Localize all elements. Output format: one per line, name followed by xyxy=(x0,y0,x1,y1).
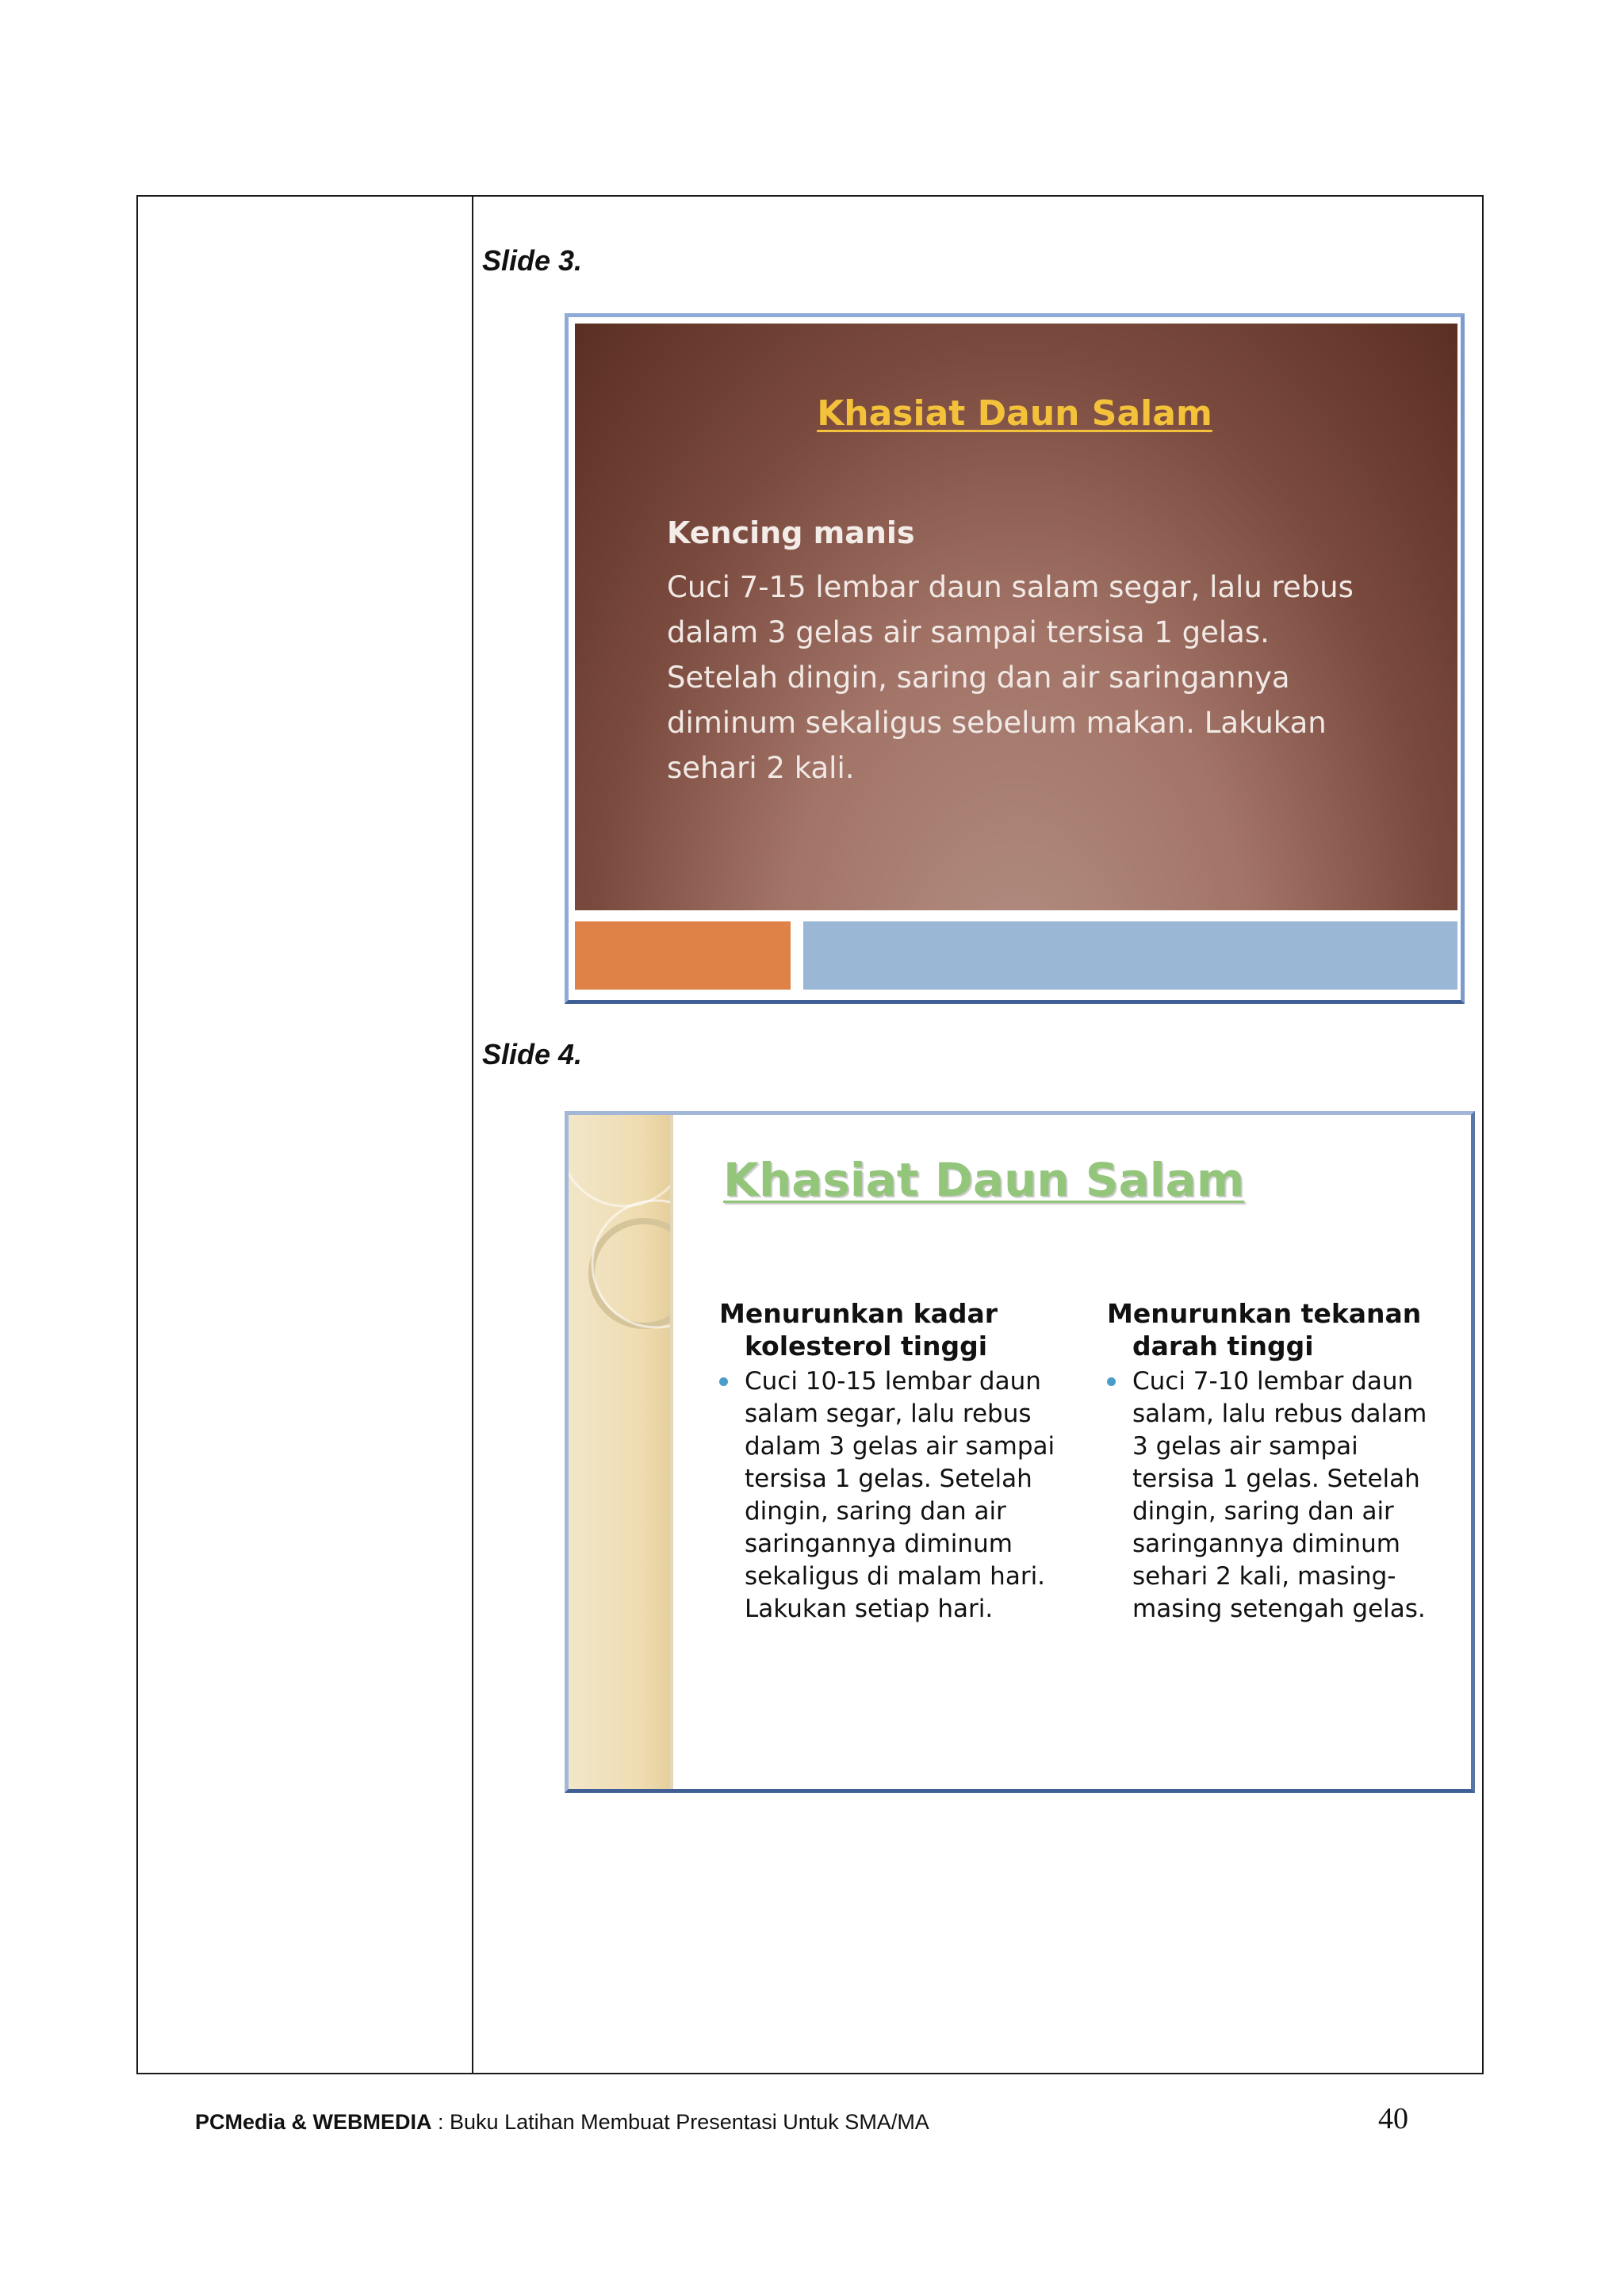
slide-3-label: Slide 3. xyxy=(482,244,583,277)
slide-4-side-panel xyxy=(569,1115,673,1789)
table-column-divider xyxy=(472,197,473,2073)
footer-brand: PCMedia & WEBMEDIA xyxy=(195,2110,432,2134)
slide-3-body: Cuci 7-15 lembar daun salam segar, lalu rebus dalam 3 gelas air sampai tersisa 1 gelas. Setelah dingin, saring dan air saringannya diminum sekaligus sebelum makan. Lakukan sehari 2 kali. xyxy=(667,570,1354,785)
page-number: 40 xyxy=(1378,2102,1408,2135)
slide-4-right-bullet xyxy=(1107,1365,1448,1626)
slide-3-heading: Kencing manis xyxy=(667,515,915,550)
slide-4-column-right xyxy=(1107,1297,1448,1626)
bullet-icon xyxy=(1107,1377,1116,1386)
slide-4-right-body: Cuci 7-10 lembar daun salam, lalu rebus dalam 3 gelas air sampai tersisa 1 gelas. Setelah dingin, saring dan air saringannya diminum sehari 2 kali, masing-masing setengah gelas. xyxy=(1132,1367,1427,1623)
footer-title: : Buku Latihan Membuat Presentasi Untuk SMA/MA xyxy=(431,2110,929,2134)
slide-4-right-heading: Menurunkan tekanan darah tinggi xyxy=(1107,1298,1422,1361)
footer-text xyxy=(195,2110,929,2135)
bullet-icon xyxy=(719,1377,728,1386)
slide-4-left-bullet xyxy=(719,1365,1060,1626)
decorative-circles-icon xyxy=(569,1115,670,1353)
slide-4-left-body: Cuci 10-15 lembar daun salam segar, lalu rebus dalam 3 gelas air sampai tersisa 1 gelas. Setelah dingin, saring dan air saringannya diminum sekaligus di malam hari. Lakukan setiap hari. xyxy=(745,1367,1055,1623)
slide-4-column-left xyxy=(719,1297,1060,1626)
slide-4-left-heading: Menurunkan kadar kolesterol tinggi xyxy=(719,1298,998,1361)
slide-3-blue-bar xyxy=(803,921,1457,990)
slide-4-image xyxy=(565,1111,1475,1793)
slide-3-title: Khasiat Daun Salam xyxy=(817,393,1212,434)
slide-4-title: Khasiat Daun Salam xyxy=(723,1153,1245,1207)
slide-3-orange-bar xyxy=(575,921,791,990)
slide-3-image xyxy=(565,313,1465,1004)
slide-4-label: Slide 4. xyxy=(482,1038,583,1070)
